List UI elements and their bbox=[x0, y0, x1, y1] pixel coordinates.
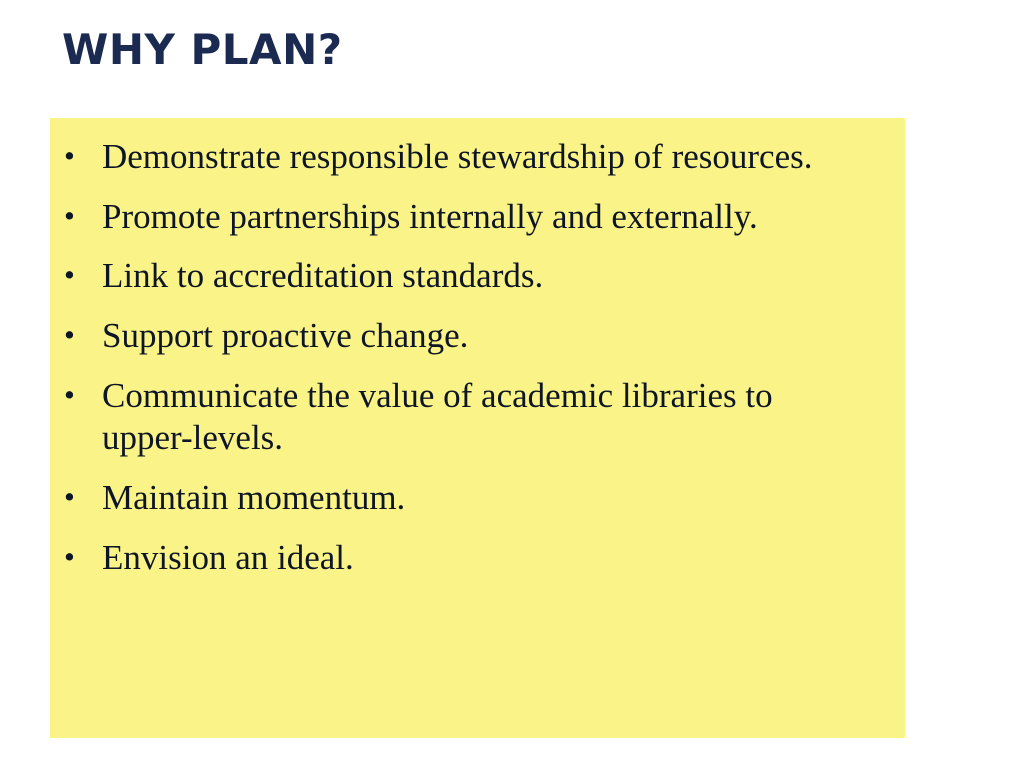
page-title: WHY PLAN? bbox=[62, 25, 343, 74]
bullet-point-icon: • bbox=[64, 538, 75, 574]
list-item-text: Link to accreditation standards. bbox=[102, 256, 544, 296]
list-item bbox=[64, 136, 877, 179]
bullet-list bbox=[64, 136, 877, 580]
list-item bbox=[64, 255, 877, 298]
bullet-panel bbox=[50, 118, 905, 738]
bullet-point-icon: • bbox=[64, 376, 75, 412]
bullet-point-icon: • bbox=[64, 138, 75, 173]
list-item-text: Maintain momentum. bbox=[102, 478, 406, 518]
list-item-text: Support proactive change. bbox=[102, 316, 469, 356]
list-item-text: Demonstrate responsible stewardship of resources. bbox=[102, 137, 813, 176]
list-item bbox=[64, 196, 877, 239]
list-item bbox=[64, 477, 877, 520]
bullet-point-icon: • bbox=[64, 479, 75, 515]
bullet-point-icon: • bbox=[64, 257, 75, 293]
bullet-point-icon: • bbox=[64, 197, 75, 233]
list-item-text: Communicate the value of academic libraries to upper-levels. bbox=[102, 375, 773, 458]
list-item-text: Envision an ideal. bbox=[102, 537, 354, 577]
bullet-point-icon: • bbox=[64, 317, 75, 353]
list-item bbox=[64, 375, 877, 460]
list-item bbox=[64, 315, 877, 358]
list-item bbox=[64, 537, 877, 580]
list-item-text: Promote partnerships internally and externally. bbox=[102, 196, 758, 236]
